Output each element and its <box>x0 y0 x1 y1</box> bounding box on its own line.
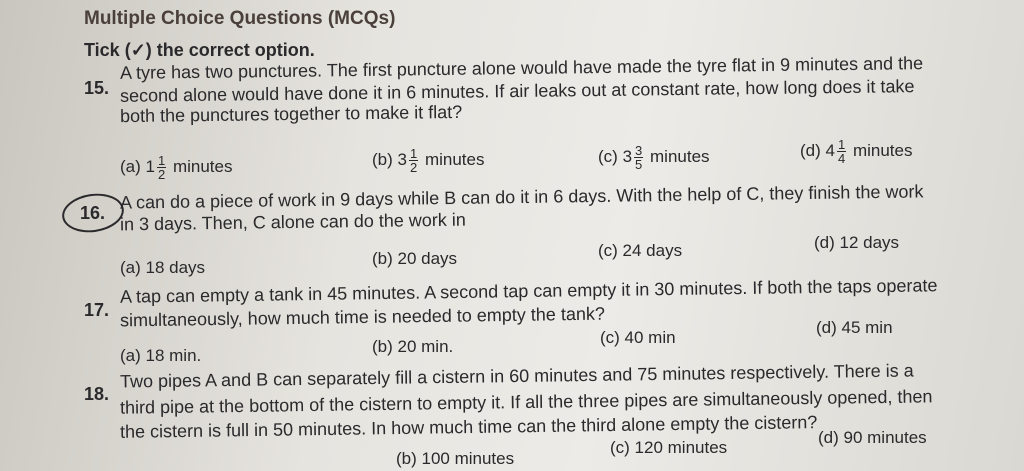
q15-option-a-label: (a) <box>120 156 141 176</box>
q15-option-d-unit: minutes <box>852 140 913 160</box>
question-18-number: 18. <box>84 384 110 404</box>
question-15-number: 15. <box>84 78 110 98</box>
q15-option-a-numerator: 1 <box>157 153 166 168</box>
question-15-line-2: second alone would have done it in 6 minutes. If air leaks out at constant rate, how long does it take <box>119 76 915 106</box>
q16-option-d[interactable]: (d) 12 days <box>814 233 900 252</box>
question-15-line-1: A tyre has two punctures. The first puncture alone would have made the tyre flat in 9 minutes and the <box>119 53 924 83</box>
section-heading: Multiple Choice Questions (MCQs) <box>84 8 396 29</box>
q15-option-a[interactable] <box>120 154 232 181</box>
q16-option-c[interactable]: (c) 24 days <box>598 241 683 260</box>
q17-option-b[interactable]: (b) 20 min. <box>372 337 454 356</box>
question-16-line-2: in 3 days. Then, C alone can do the work in <box>119 209 467 235</box>
question-18-line-2: third pipe at the bottom of the cistern to empty it. If all the three pipes are simultaneously opened, then <box>119 386 933 418</box>
q16-option-a[interactable]: (a) 18 days <box>120 258 206 277</box>
question-18-line-3: the cistern is full in 50 minutes. In how much time can the third alone empty the cistern? <box>119 412 818 442</box>
q15-option-d[interactable] <box>800 138 912 165</box>
q15-option-d-denominator: 4 <box>837 151 846 166</box>
q15-option-a-fraction <box>157 154 166 181</box>
q15-option-c[interactable] <box>598 144 710 171</box>
q18-option-d[interactable]: (d) 90 minutes <box>818 428 927 447</box>
q15-option-c-denominator: 5 <box>635 157 643 172</box>
q15-option-d-label: (d) <box>800 140 821 160</box>
q15-option-c-whole: 3 <box>622 146 633 166</box>
q15-option-d-whole: 4 <box>825 140 835 160</box>
q15-option-a-whole: 1 <box>145 156 155 176</box>
q15-option-d-numerator: 1 <box>837 137 846 152</box>
q15-option-d-fraction <box>837 138 846 165</box>
q15-option-c-numerator: 3 <box>635 143 643 158</box>
q15-option-b-fraction <box>409 147 418 174</box>
question-15-line-3: both the punctures together to make it flat? <box>119 101 463 127</box>
q15-option-a-unit: minutes <box>172 156 233 176</box>
question-17-line-1: A tap can empty a tank in 45 minutes. A second tap can empty it in 30 minutes. If both the taps operate <box>119 275 938 307</box>
question-17-line-2: simultaneously, how much time is needed to empty the tank? <box>119 303 606 331</box>
q15-option-a-denominator: 2 <box>157 167 166 182</box>
q17-option-c[interactable]: (c) 40 min <box>600 328 676 347</box>
q15-option-b-denominator: 2 <box>409 160 418 175</box>
q17-option-a[interactable]: (a) 18 min. <box>120 346 202 365</box>
question-17-number: 17. <box>84 300 110 320</box>
question-16-line-1: A can do a piece of work in 9 days while B can do it in 6 days. With the help of C, they finish the work <box>119 181 924 213</box>
q15-option-b-unit: minutes <box>424 149 485 169</box>
q15-option-c-label: (c) <box>598 146 618 166</box>
question-16-number: 16. <box>80 203 106 223</box>
q15-option-b-whole: 3 <box>397 149 407 169</box>
q15-option-c-unit: minutes <box>650 146 710 166</box>
q18-option-c[interactable]: (c) 120 minutes <box>610 438 728 457</box>
instruction-text: Tick (✓) the correct option. <box>84 40 315 60</box>
q17-option-d[interactable]: (d) 45 min <box>816 318 893 337</box>
q16-option-b[interactable]: (b) 20 days <box>372 249 458 268</box>
question-18-line-1: Two pipes A and B can separately fill a cistern in 60 minutes and 75 minutes respectively. There is a <box>119 360 914 392</box>
q15-option-b[interactable] <box>372 147 484 174</box>
q15-option-b-label: (b) <box>372 149 393 169</box>
q15-option-b-numerator: 1 <box>409 146 418 161</box>
q15-option-c-fraction <box>634 144 643 171</box>
q18-option-b[interactable]: (b) 100 minutes <box>396 449 515 468</box>
